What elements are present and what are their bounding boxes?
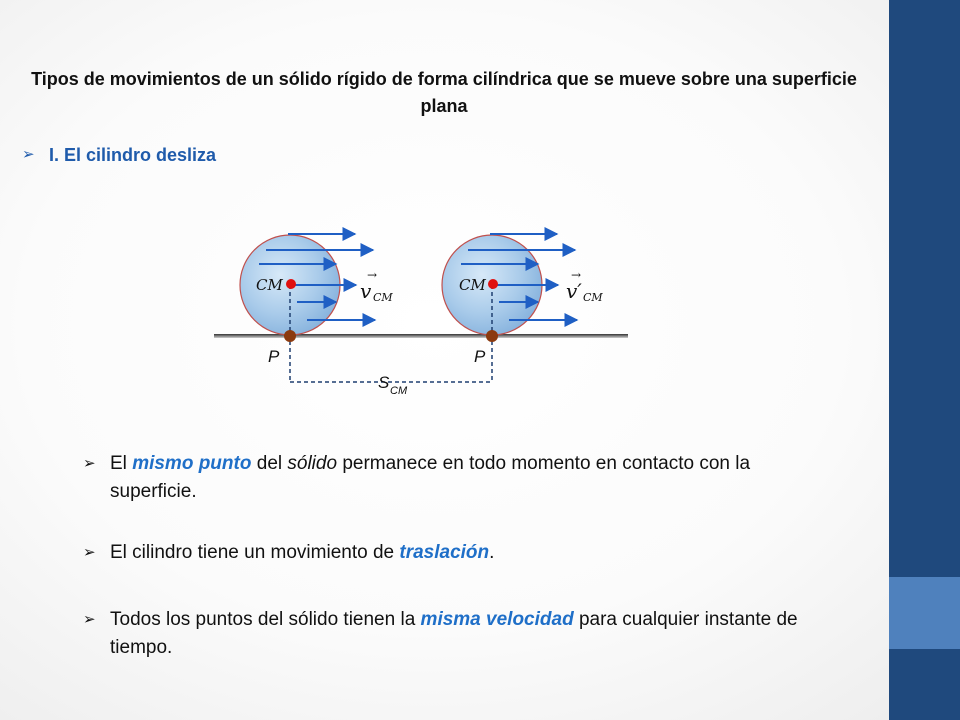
highlight-traslacion: traslación (399, 542, 490, 563)
arrow-bullet-icon: ➢ (22, 146, 35, 163)
bullet-3-text: para cualquier instante de tiempo. (110, 609, 798, 658)
point-label-2: P (474, 347, 486, 366)
center-mass-dot-2 (488, 279, 498, 289)
cm-label-2: CM (459, 276, 486, 294)
center-mass-dot-1 (286, 279, 296, 289)
arrow-bullet-icon: ➢ (83, 611, 96, 628)
contact-point-2 (486, 330, 498, 342)
vector-arrow-icon: → (571, 268, 582, 282)
bullet-1-text: del (251, 453, 288, 474)
point-label-1: P (268, 347, 280, 366)
velocity-subscript-1: CM (373, 291, 393, 304)
cm-label-1: CM (256, 276, 283, 294)
arrow-bullet-icon: ➢ (83, 455, 96, 472)
bullet-point-1 (83, 450, 803, 506)
distance-subscript: CM (390, 385, 408, 397)
vector-arrow-icon: → (367, 268, 378, 282)
arrow-bullet-icon: ➢ (83, 544, 96, 561)
highlight-mismo-punto: mismo punto (132, 453, 252, 474)
slide-title: Tipos de movimientos de un sólido rígido de forma cilíndrica que se mueve sobre una superficie plana (31, 69, 857, 116)
bullet-point-3 (83, 606, 803, 662)
distance-symbol: S (378, 373, 390, 392)
velocity-label-2 (566, 268, 603, 304)
velocity-subscript-2: CM (583, 291, 603, 304)
ground-line (214, 334, 628, 338)
highlight-misma-velocidad: misma velocidad (420, 609, 574, 630)
italic-solido: sólido (287, 453, 338, 474)
bullet-1-text: El (110, 453, 133, 474)
bullet-1-text: permanece en todo momento en contacto con la superficie. (110, 453, 751, 502)
bullet-point-2 (83, 539, 803, 567)
section-heading-text: I. El cilindro desliza (49, 145, 217, 165)
bullet-2-text: . (489, 542, 495, 563)
bullet-3-text: Todos los puntos del sólido tienen la (110, 609, 421, 630)
velocity-symbol-2: v′ (566, 279, 582, 303)
contact-point-1 (284, 330, 296, 342)
bullet-2-text: El cilindro tiene un movimiento de (110, 542, 400, 563)
velocity-label-1 (360, 268, 393, 304)
velocity-symbol-1: v (360, 279, 372, 303)
